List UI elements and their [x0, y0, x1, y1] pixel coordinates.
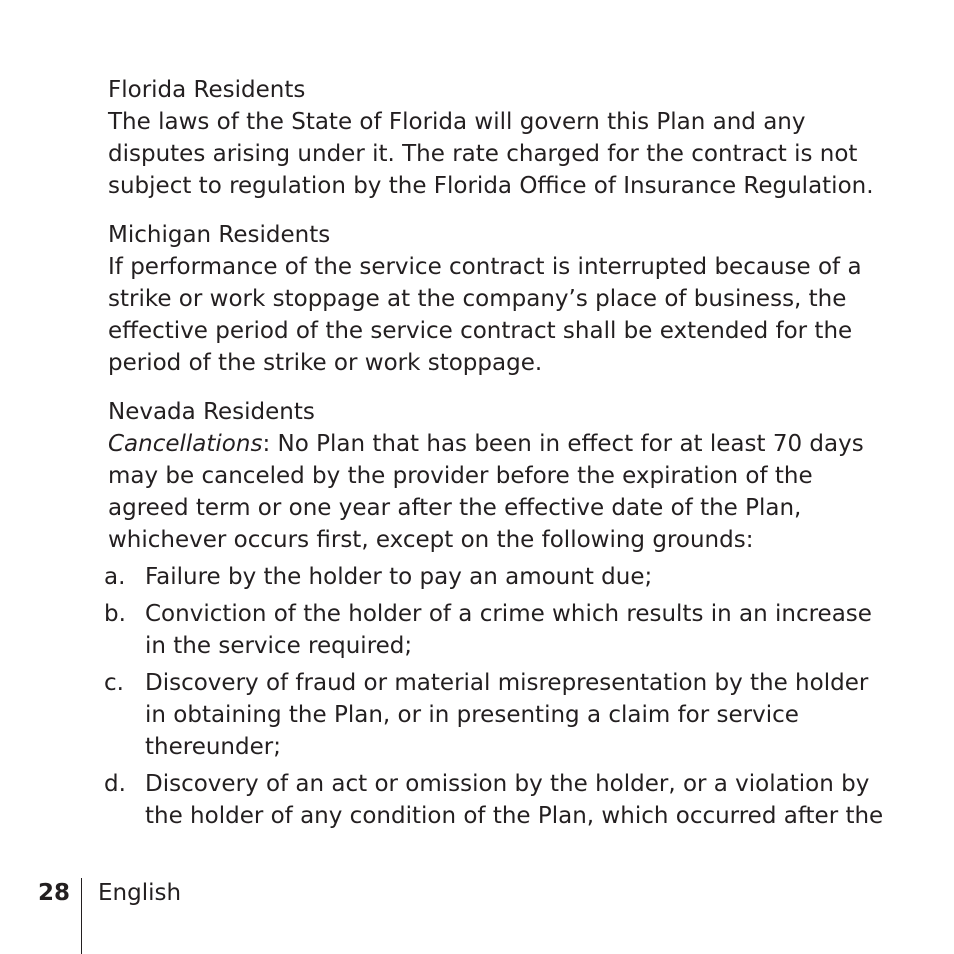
section-body: [108, 428, 888, 556]
section-heading: Nevada Residents: [108, 399, 315, 425]
footer-language: English: [98, 880, 182, 906]
list-item-text: Discovery of fraud or material misrepresentation by the holder in obtaining the Plan, or in presenting a claim for service thereunder;: [145, 670, 869, 760]
main-content: [104, 74, 888, 832]
list-item: [104, 667, 894, 763]
cancellations-text: : No Plan that has been in effect for at least 70 days may be canceled by the provider before the expiration of the agreed term or one year after the effective date of the Plan, whichever occurs first, except on the following grounds:: [108, 431, 864, 553]
section-florida: [108, 74, 888, 202]
list-marker: c.: [104, 670, 124, 696]
section-nevada: [108, 396, 888, 556]
page-footer: [0, 878, 300, 954]
section-michigan: [108, 219, 888, 379]
section-body: The laws of the State of Florida will govern this Plan and any disputes arising under it. The rate charged for the contract is not subject to regulation by the Florida Office of Insurance Regulation.: [108, 109, 874, 199]
page-number: 28: [38, 880, 71, 906]
list-marker: d.: [104, 771, 126, 797]
list-item-text: Failure by the holder to pay an amount due;: [145, 564, 653, 590]
list-item-text: Conviction of the holder of a crime which results in an increase in the service required;: [145, 601, 872, 659]
list-item: [104, 768, 894, 832]
list-marker: b.: [104, 601, 126, 627]
section-heading: Michigan Residents: [108, 222, 331, 248]
section-body: If performance of the service contract is interrupted because of a strike or work stoppage at the company’s place of business, the effective period of the service contract shall be extended for the period of the strike or work stoppage.: [108, 254, 862, 376]
list-item-text: Discovery of an act or omission by the holder, or a violation by the holder of any condition of the Plan, which occurred after the: [145, 771, 884, 829]
list-item: [104, 561, 894, 593]
list-item: [104, 598, 894, 662]
footer-divider: [81, 878, 82, 954]
grounds-list: [104, 561, 894, 832]
list-marker: a.: [104, 564, 126, 590]
section-heading: Florida Residents: [108, 77, 306, 103]
cancellations-label: Cancellations: [108, 431, 263, 457]
